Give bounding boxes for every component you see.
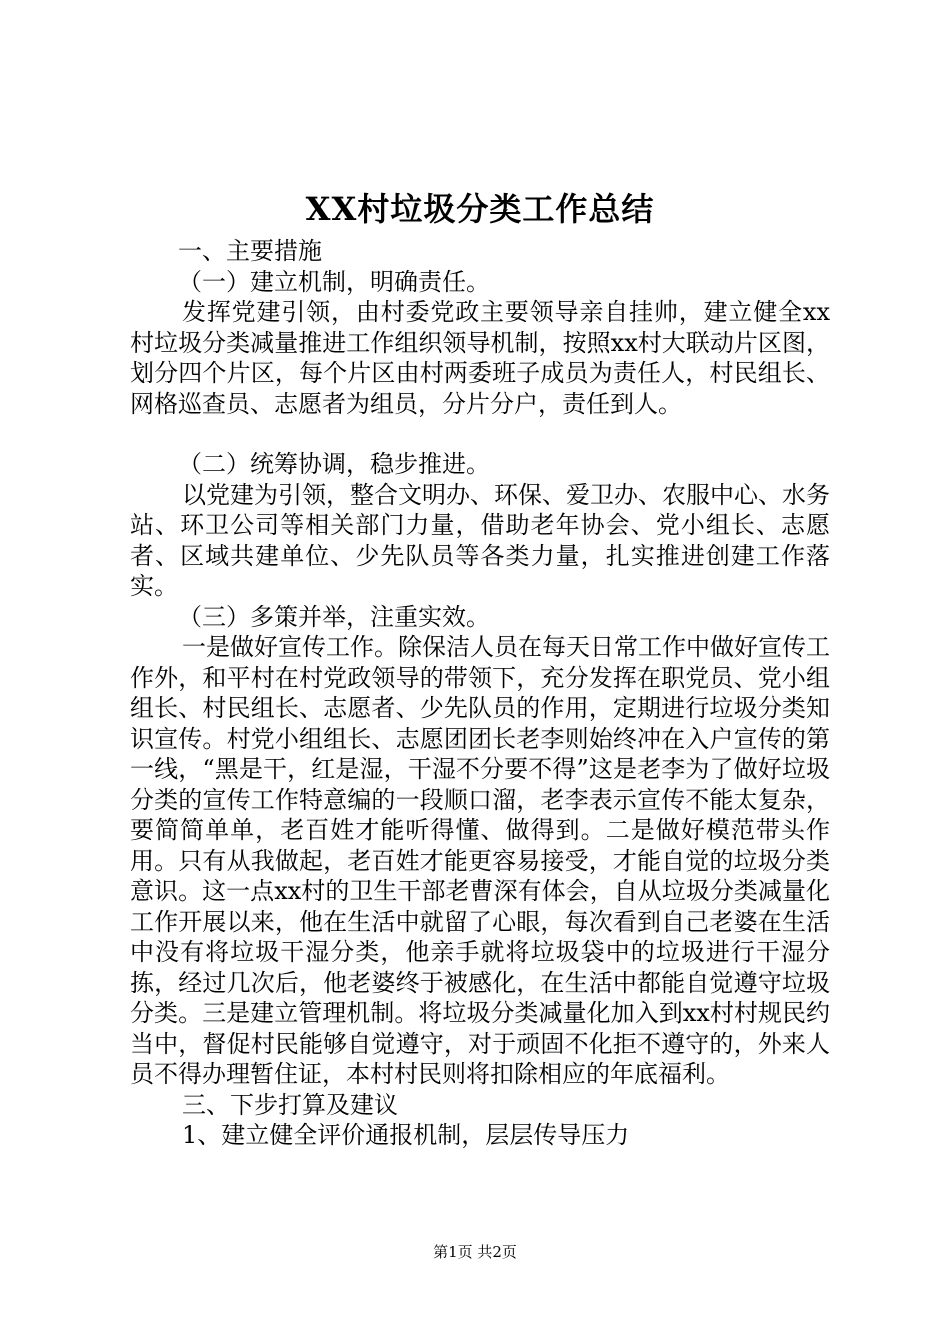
subheading-measures: （三）多策并举，注重实效。 [178, 602, 490, 631]
paragraph-mechanism: 发挥党建引领，由村委党政主要领导亲自挂帅，建立健全xx村垃圾分类减量推进工作组织领导机制，按照xx村大联动片区图，划分四个片区，每个片区由村两委班子成员为责任人，村民组长、网格巡查员、志愿者为组员，分片分户，责任到人。 [130, 298, 830, 418]
section-heading-next-steps: 三、下步打算及建议 [182, 1090, 398, 1119]
page-number-footer: 第1页 共2页 [433, 1243, 517, 1261]
document-page [130, 186, 830, 1151]
subheading-coordination: （二）统筹协调，稳步推进。 [178, 450, 490, 478]
paragraph-measures: 一是做好宣传工作。除保洁人员在每天日常工作中做好宣传工作外，和平村在村党政领导的带领下，充分发挥在职党员、党小组组长、村民组长、志愿者、少先队员的作用，定期进行垃圾分类知识宣传。村党小组组长、志愿团团长老李则始终冲在入户宣传的第一线，“黑是干，红是湿，干湿不分要不得”这是老李为了做好垃圾分类的宣传工作特意编的一段顺口溜，老李表示宣传不能太复杂，要简简单单，老百姓才能听得懂、做得到。二是做好模范带头作用。只有从我做起，老百姓才能更容易接受，才能自觉的垃圾分类意识。这一点xx村的卫生干部老曹深有体会，自从垃圾分类减量化工作开展以来，他在生活中就留了心眼，每次看到自己老婆在生活中没有将垃圾干湿分类，他亲手就将垃圾袋中的垃圾进行干湿分拣，经过几次后，他老婆终于被感化，在生活中都能自觉遵守垃圾分类。三是建立管理机制。将垃圾分类减量化加入到xx村村规民约当中，督促村民能够自觉遵守，对于顽固不化拒不遵守的，外来人员不得办理暂住证，本村村民则将扣除相应的年底福利。 [130, 633, 830, 1088]
document-title: XX村垃圾分类工作总结 [305, 190, 655, 228]
subheading-mechanism: （一）建立机制，明确责任。 [178, 267, 490, 296]
list-item-evaluation: 1、建立健全评价通报机制，层层传导压力 [182, 1121, 630, 1149]
section-heading-main-measures: 一、主要措施 [178, 237, 322, 265]
paragraph-spacer [130, 419, 830, 449]
paragraph-coordination: 以党建为引领，整合文明办、环保、爱卫办、农服中心、水务站、环卫公司等相关部门力量，借助老年协会、党小组长、志愿者、区域共建单位、少先队员等各类力量，扎实推进创建工作落实。 [130, 480, 830, 600]
